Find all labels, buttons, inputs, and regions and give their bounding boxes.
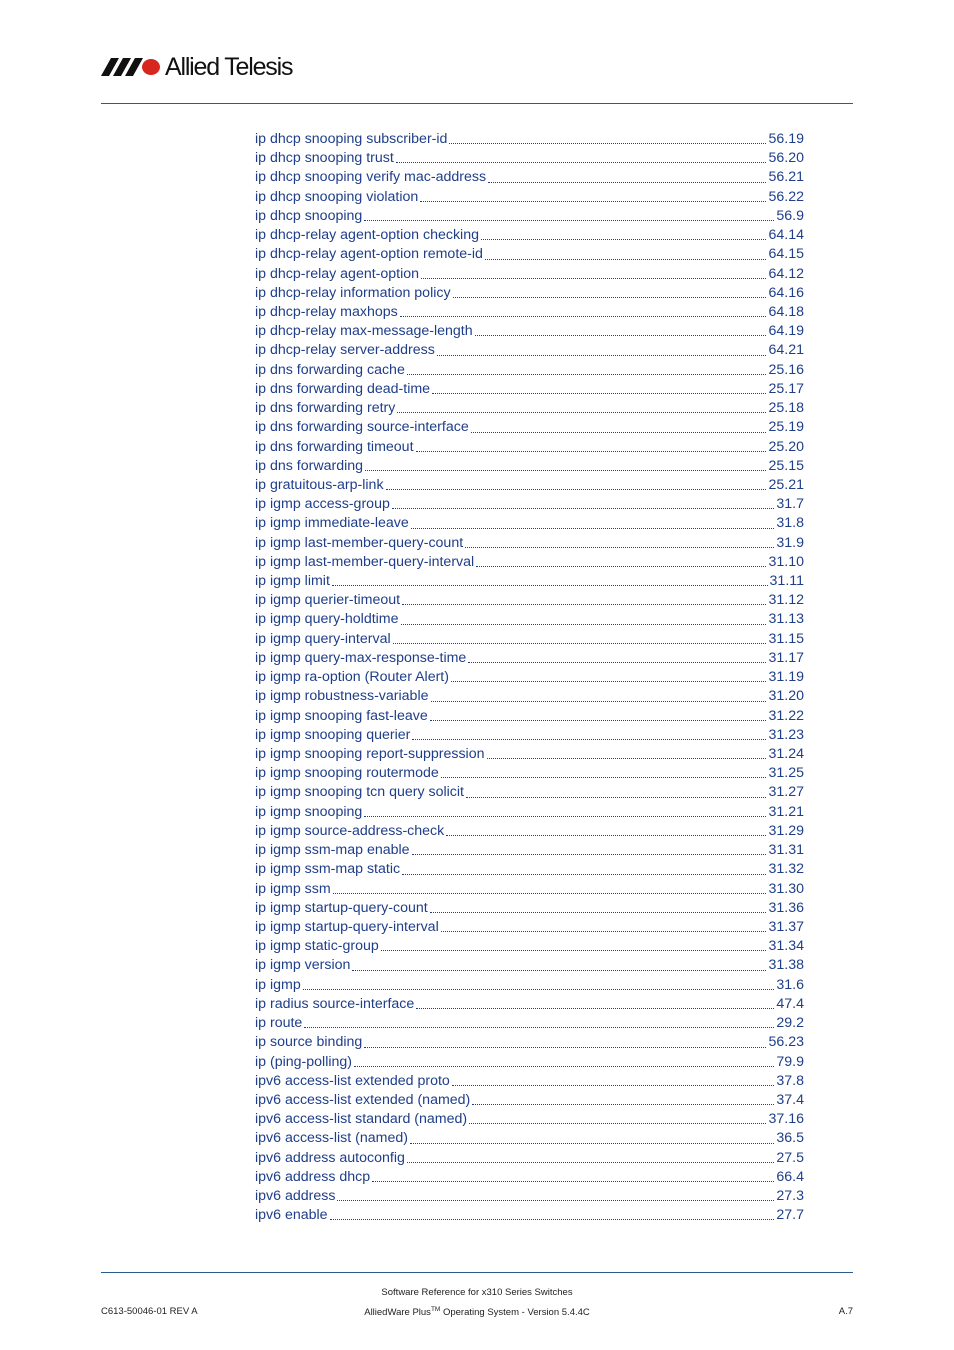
index-entry-term: ipv6 access-list extended (named) — [255, 1091, 471, 1108]
index-entry-page: 25.16 — [768, 361, 804, 378]
dot-leader — [421, 277, 766, 279]
index-entry-term: ip gratuitous-arp-link — [255, 476, 384, 493]
index-entry-term: ip igmp robustness-variable — [255, 688, 429, 705]
index-entry-page: 47.4 — [776, 995, 804, 1012]
index-entry[interactable] — [255, 1129, 804, 1148]
dot-leader — [364, 219, 774, 221]
index-entry[interactable] — [255, 707, 804, 726]
dot-leader — [453, 296, 767, 298]
index-entry[interactable] — [255, 418, 804, 437]
dot-leader — [471, 431, 767, 433]
dot-leader — [365, 469, 766, 471]
index-entry-page: 31.19 — [768, 669, 804, 686]
index-entry-page: 66.4 — [776, 1168, 804, 1185]
index-entry[interactable] — [255, 265, 804, 284]
index-entry-term: ip igmp source-address-check — [255, 822, 445, 839]
dot-leader — [411, 527, 775, 529]
index-entry-term: ip dhcp snooping violation — [255, 188, 419, 205]
index-entry-term: ip igmp query-holdtime — [255, 611, 399, 628]
index-entry[interactable] — [255, 591, 804, 610]
index-entry[interactable] — [255, 226, 804, 245]
index-entry[interactable] — [255, 899, 804, 918]
index-entry-term: ip igmp ssm-map static — [255, 861, 401, 878]
index-entry[interactable] — [255, 457, 804, 476]
index-entry-page: 56.20 — [768, 150, 804, 167]
index-entry[interactable] — [255, 495, 804, 514]
index-entry-term: ipv6 address — [255, 1188, 336, 1205]
index-entry-page: 36.5 — [776, 1130, 804, 1147]
index-entry-page: 31.21 — [768, 803, 804, 820]
dot-leader — [452, 1084, 775, 1086]
index-entry[interactable] — [255, 995, 804, 1014]
index-entry[interactable] — [255, 149, 804, 168]
dot-leader — [381, 949, 767, 951]
index-entry-term: ip igmp last-member-query-interval — [255, 553, 475, 570]
index-entry-term: ip (ping-polling) — [255, 1053, 352, 1070]
dot-leader — [392, 507, 775, 509]
index-entry-page: 37.16 — [768, 1111, 804, 1128]
index-entry-term: ip igmp access-group — [255, 496, 390, 513]
footer-os-version — [0, 1306, 954, 1318]
index-entry[interactable] — [255, 572, 804, 591]
dot-leader — [364, 815, 766, 817]
dot-leader — [468, 661, 766, 663]
index-entry-page: 27.5 — [776, 1149, 804, 1166]
index-entry[interactable] — [255, 1187, 804, 1206]
index-entry-term: ip dhcp-relay agent-option remote-id — [255, 246, 483, 263]
index-entry[interactable] — [255, 1014, 804, 1033]
index-entry-term: ip dhcp-relay server-address — [255, 342, 435, 359]
index-entry-term: ip dns forwarding dead-time — [255, 380, 431, 397]
index-entry-page: 31.30 — [768, 880, 804, 897]
index-entry-term: ip route — [255, 1015, 303, 1032]
dot-leader — [481, 238, 766, 240]
index-entry[interactable] — [255, 1033, 804, 1052]
index-entry-term: ip dns forwarding source-interface — [255, 419, 469, 436]
index-entry-term: ip igmp — [255, 976, 301, 993]
dot-leader — [352, 969, 766, 971]
index-entry-term: ip igmp query-max-response-time — [255, 649, 467, 666]
index-entry-page: 31.6 — [776, 976, 804, 993]
index-entry-term: ip igmp version — [255, 957, 351, 974]
index-entry-page: 25.15 — [768, 457, 804, 474]
dot-leader — [430, 911, 767, 913]
dot-leader — [372, 1180, 774, 1182]
index-entry-page: 31.13 — [768, 611, 804, 628]
index-entry-page: 64.15 — [768, 246, 804, 263]
index-entry[interactable] — [255, 284, 804, 303]
footer-document-title: Software Reference for x310 Series Switches — [381, 1287, 573, 1298]
header-divider — [101, 103, 853, 104]
index-entry-term: ip igmp startup-query-interval — [255, 918, 439, 935]
index-entry[interactable] — [255, 956, 804, 975]
index-entry-page: 31.7 — [776, 496, 804, 513]
footer-os-suffix: Operating System - Version 5.4.4C — [440, 1307, 590, 1318]
index-entry-term: ip igmp ssm-map enable — [255, 842, 410, 859]
dot-leader — [397, 411, 766, 413]
index-entry[interactable] — [255, 841, 804, 860]
dot-leader — [466, 796, 767, 798]
index-entry[interactable] — [255, 918, 804, 937]
dot-leader — [488, 181, 766, 183]
dot-leader — [330, 1218, 775, 1220]
index-entry-term: ip igmp snooping fast-leave — [255, 707, 428, 724]
index-entry-page: 31.34 — [768, 938, 804, 955]
index-entry-page: 64.21 — [768, 342, 804, 359]
dot-leader — [332, 584, 768, 586]
index-entry-page: 56.21 — [768, 169, 804, 186]
dot-leader — [333, 892, 767, 894]
index-entry[interactable] — [255, 438, 804, 457]
index-entry-page: 31.32 — [768, 861, 804, 878]
index-entry-page: 25.18 — [768, 400, 804, 417]
index-entry-term: ip dns forwarding timeout — [255, 438, 414, 455]
dot-leader — [432, 392, 766, 394]
index-entry-term: ip igmp querier-timeout — [255, 592, 401, 609]
index-entry[interactable] — [255, 1206, 804, 1225]
index-entry[interactable] — [255, 976, 804, 995]
index-entry-page: 37.8 — [776, 1072, 804, 1089]
index-entry-page: 29.2 — [776, 1015, 804, 1032]
index-entry-term: ip igmp immediate-leave — [255, 515, 409, 532]
dot-leader — [465, 546, 774, 548]
index-entry[interactable] — [255, 726, 804, 745]
index-entry[interactable] — [255, 303, 804, 322]
index-entry-term: ip igmp ra-option (Router Alert) — [255, 669, 449, 686]
index-entry-page: 31.10 — [768, 553, 804, 570]
index-entry-page: 31.20 — [768, 688, 804, 705]
dot-leader — [416, 450, 767, 452]
dot-leader — [485, 258, 767, 260]
index-entry[interactable] — [255, 822, 804, 841]
index-entry[interactable] — [255, 1072, 804, 1091]
dot-leader — [407, 1161, 775, 1163]
index-list — [255, 130, 804, 1225]
index-entry-term: ipv6 access-list extended proto — [255, 1072, 450, 1089]
index-entry-term: ip igmp snooping routermode — [255, 765, 439, 782]
index-entry[interactable] — [255, 341, 804, 360]
index-entry-page: 27.3 — [776, 1188, 804, 1205]
dot-leader — [407, 373, 767, 375]
dot-leader — [441, 776, 767, 778]
index-entry-term: ip igmp query-interval — [255, 630, 391, 647]
footer-doc-id: C613-50046-01 REV A — [101, 1306, 198, 1317]
dot-leader — [441, 930, 767, 932]
dot-leader — [431, 700, 767, 702]
dot-leader — [412, 853, 767, 855]
index-entry[interactable] — [255, 880, 804, 899]
index-entry-page: 31.37 — [768, 918, 804, 935]
dot-leader — [303, 988, 775, 990]
index-entry-term: ip dhcp-relay information policy — [255, 284, 451, 301]
index-entry[interactable] — [255, 1110, 804, 1129]
allied-telesis-logo — [101, 50, 292, 84]
index-entry-page: 25.21 — [768, 476, 804, 493]
index-entry[interactable] — [255, 380, 804, 399]
index-entry-page: 64.12 — [768, 265, 804, 282]
index-entry-page: 31.29 — [768, 822, 804, 839]
index-entry-term: ip dhcp snooping verify mac-address — [255, 169, 487, 186]
index-entry[interactable] — [255, 553, 804, 572]
index-entry-term: ip dhcp snooping subscriber-id — [255, 131, 448, 147]
index-entry-term: ip igmp last-member-query-count — [255, 534, 464, 551]
index-entry-term: ip igmp snooping report-suppression — [255, 746, 485, 762]
index-entry-page: 31.23 — [768, 726, 804, 743]
index-entry-term: ip igmp snooping tcn query solicit — [255, 784, 464, 801]
dot-leader — [437, 354, 767, 356]
index-entry-page: 79.9 — [776, 1053, 804, 1070]
index-entry[interactable] — [255, 322, 804, 341]
index-entry[interactable] — [255, 130, 804, 149]
footer-os-prefix: AlliedWare Plus — [364, 1307, 431, 1318]
dot-leader — [472, 1103, 774, 1105]
index-entry-page: 56.9 — [776, 207, 804, 224]
index-entry-term: ip igmp ssm — [255, 880, 331, 897]
dot-leader — [449, 142, 766, 144]
index-entry[interactable] — [255, 188, 804, 207]
index-entry-term: ip dns forwarding cache — [255, 361, 405, 378]
index-entry-page: 31.25 — [768, 765, 804, 782]
index-entry[interactable] — [255, 514, 804, 533]
index-entry-page: 27.7 — [776, 1207, 804, 1224]
index-entry[interactable] — [255, 745, 804, 764]
index-entry-page: 31.24 — [768, 746, 804, 762]
index-entry-term: ipv6 address autoconfig — [255, 1149, 405, 1166]
dot-leader — [487, 757, 767, 759]
footer-page-number: A.7 — [838, 1306, 853, 1317]
index-entry-page: 56.19 — [768, 131, 804, 147]
index-entry-page: 25.20 — [768, 438, 804, 455]
index-entry[interactable] — [255, 361, 804, 380]
index-entry[interactable] — [255, 610, 804, 629]
index-entry-term: ip dhcp-relay agent-option checking — [255, 227, 479, 244]
index-entry-term: ip dhcp-relay max-message-length — [255, 323, 473, 340]
index-entry-term: ip igmp startup-query-count — [255, 899, 428, 916]
index-entry-page: 56.22 — [768, 188, 804, 205]
index-entry-term: ip radius source-interface — [255, 995, 415, 1012]
index-entry[interactable] — [255, 168, 804, 187]
index-entry[interactable] — [255, 1168, 804, 1187]
index-entry-page: 31.36 — [768, 899, 804, 916]
index-entry[interactable] — [255, 1149, 804, 1168]
index-entry-term: ipv6 access-list standard (named) — [255, 1111, 468, 1128]
dot-leader — [410, 1142, 774, 1144]
index-entry-term: ip igmp snooping querier — [255, 726, 411, 743]
index-entry-term: ipv6 address dhcp — [255, 1168, 371, 1185]
index-entry[interactable] — [255, 668, 804, 687]
dot-leader — [402, 873, 766, 875]
index-entry[interactable] — [255, 860, 804, 879]
brand-name: Allied Telesis — [165, 52, 293, 81]
index-entry[interactable] — [255, 534, 804, 553]
index-entry[interactable] — [255, 630, 804, 649]
dot-leader — [396, 161, 767, 163]
index-entry[interactable] — [255, 649, 804, 668]
index-entry-term: ip dns forwarding — [255, 457, 364, 474]
index-entry[interactable] — [255, 764, 804, 783]
index-entry-page: 31.8 — [776, 515, 804, 532]
index-entry-page: 31.27 — [768, 784, 804, 801]
index-entry-term: ipv6 enable — [255, 1207, 328, 1224]
index-entry-page: 64.19 — [768, 323, 804, 340]
index-entry[interactable] — [255, 207, 804, 226]
index-entry-term: ip igmp snooping — [255, 803, 363, 820]
index-entry-page: 31.17 — [768, 649, 804, 666]
index-entry-page: 25.19 — [768, 419, 804, 436]
index-entry-page: 37.4 — [776, 1091, 804, 1108]
index-entry-page: 31.38 — [768, 957, 804, 974]
index-entry[interactable] — [255, 1091, 804, 1110]
dot-leader — [402, 603, 766, 605]
index-entry-term: ip igmp limit — [255, 573, 330, 590]
dot-leader — [446, 834, 766, 836]
index-entry[interactable] — [255, 399, 804, 418]
dot-leader — [412, 738, 766, 740]
index-entry-page: 64.18 — [768, 303, 804, 320]
trademark-mark: TM — [430, 1306, 441, 1313]
index-entry[interactable] — [255, 1053, 804, 1072]
index-entry-term: ip dhcp snooping trust — [255, 150, 394, 167]
index-entry[interactable] — [255, 783, 804, 802]
index-entry-page: 31.12 — [768, 592, 804, 609]
index-entry[interactable] — [255, 937, 804, 956]
index-entry-term: ipv6 access-list (named) — [255, 1130, 408, 1147]
index-entry[interactable] — [255, 803, 804, 822]
allied-telesis-logo-mark-icon — [101, 56, 161, 78]
dot-leader — [393, 642, 767, 644]
index-entry[interactable] — [255, 245, 804, 264]
index-entry-page: 31.15 — [768, 630, 804, 647]
dot-leader — [401, 623, 767, 625]
dot-leader — [304, 1026, 774, 1028]
index-entry-page: 56.23 — [768, 1034, 804, 1051]
index-entry-page: 31.31 — [768, 842, 804, 859]
dot-leader — [430, 719, 767, 721]
index-entry-page: 25.17 — [768, 380, 804, 397]
footer-divider — [101, 1272, 853, 1273]
index-entry-page: 31.11 — [769, 573, 804, 590]
index-entry-term: ip dhcp-relay maxhops — [255, 303, 398, 320]
index-entry-page: 31.9 — [776, 534, 804, 551]
dot-leader — [416, 1007, 774, 1009]
dot-leader — [400, 315, 767, 317]
index-entry-term: ip dhcp-relay agent-option — [255, 265, 420, 282]
index-entry-term: ip igmp static-group — [255, 938, 379, 955]
index-entry-page: 31.22 — [768, 707, 804, 724]
dot-leader — [451, 680, 767, 682]
dot-leader — [469, 1122, 766, 1124]
dot-leader — [337, 1199, 774, 1201]
dot-leader — [364, 1046, 766, 1048]
dot-leader — [386, 488, 767, 490]
index-entry[interactable] — [255, 687, 804, 706]
index-entry[interactable] — [255, 476, 804, 495]
index-entry-page: 64.14 — [768, 227, 804, 244]
dot-leader — [354, 1065, 774, 1067]
index-entry-term: ip source binding — [255, 1034, 363, 1051]
dot-leader — [475, 334, 767, 336]
dot-leader — [420, 200, 766, 202]
index-entry-page: 64.16 — [768, 284, 804, 301]
dot-leader — [476, 565, 766, 567]
index-entry-term: ip dns forwarding retry — [255, 400, 396, 417]
index-entry-term: ip dhcp snooping — [255, 207, 363, 224]
